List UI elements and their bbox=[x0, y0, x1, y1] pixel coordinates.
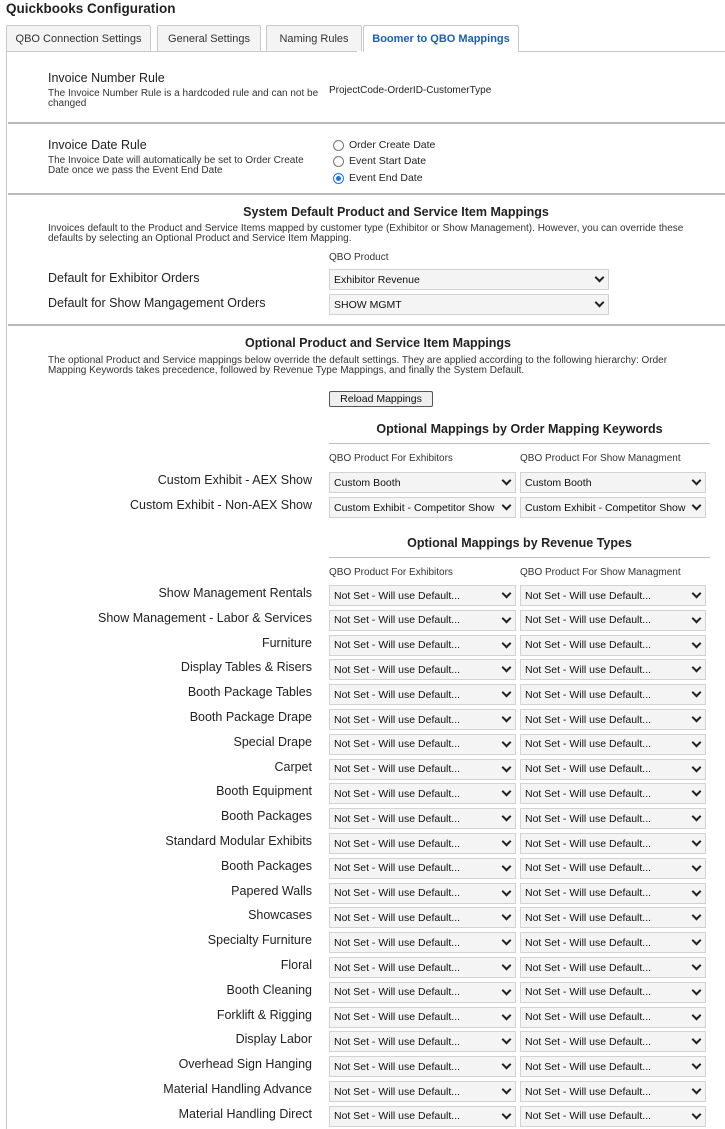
revenue-exhibitor-select[interactable] bbox=[329, 858, 516, 879]
select-value: Not Set - Will use Default... bbox=[334, 1011, 461, 1024]
select-value: Not Set - Will use Default... bbox=[334, 738, 461, 751]
revenue-show-mgmt-select[interactable] bbox=[520, 610, 706, 631]
mapping-row-label: Furniture bbox=[261, 635, 312, 650]
qbo-product-column-header: QBO Product bbox=[329, 252, 389, 263]
mapping-row-label: Booth Packages bbox=[220, 809, 312, 824]
chevron-down-icon bbox=[692, 1060, 702, 1070]
select-value: Not Set - Will use Default... bbox=[525, 589, 652, 602]
optional-mappings-description: The optional Product and Service mappings below override the default settings. They are applied according to the following hierarchy: Order Mapping Keywords takes precedence, followed by Revenue Type Mappings, and finally the System Default. bbox=[48, 355, 668, 376]
chevron-down-icon bbox=[692, 476, 702, 486]
select-value: Not Set - Will use Default... bbox=[525, 1060, 652, 1073]
select-value: Not Set - Will use Default... bbox=[525, 1011, 652, 1024]
select-value: Not Set - Will use Default... bbox=[334, 614, 461, 627]
chevron-down-icon bbox=[502, 1085, 512, 1095]
mapping-row-label: Booth Package Tables bbox=[187, 685, 312, 700]
select-value: Not Set - Will use Default... bbox=[525, 961, 652, 974]
select-value: Not Set - Will use Default... bbox=[334, 663, 461, 676]
revenue-exhibitor-select[interactable] bbox=[329, 659, 516, 680]
select-value: Not Set - Will use Default... bbox=[525, 688, 652, 701]
chevron-down-icon bbox=[692, 936, 702, 946]
mapping-row-label: Papered Walls bbox=[231, 883, 312, 898]
select-value: Custom Booth bbox=[334, 476, 401, 489]
select-value: Not Set - Will use Default... bbox=[334, 986, 461, 999]
revenue-show-mgmt-select[interactable] bbox=[520, 1106, 706, 1127]
select-value: Not Set - Will use Default... bbox=[334, 1085, 461, 1098]
mapping-row-label: Material Handling Advance bbox=[163, 1082, 312, 1096]
default-exhibitor-select[interactable] bbox=[329, 269, 609, 290]
mapping-row-label: Booth Cleaning bbox=[226, 982, 312, 997]
chevron-down-icon bbox=[692, 1085, 702, 1095]
select-value: Exhibitor Revenue bbox=[334, 273, 420, 286]
chevron-down-icon bbox=[502, 713, 512, 723]
chevron-down-icon bbox=[502, 787, 512, 797]
select-value: Not Set - Will use Default... bbox=[334, 763, 461, 776]
radio-label: Event End Date bbox=[349, 172, 423, 184]
revenue-exhibitor-select[interactable] bbox=[329, 610, 516, 631]
select-value: Not Set - Will use Default... bbox=[334, 837, 461, 850]
chevron-down-icon bbox=[692, 688, 702, 698]
revenue-show-mgmt-select[interactable] bbox=[520, 659, 706, 680]
chevron-down-icon bbox=[502, 861, 512, 871]
invoice-number-value: ProjectCode-OrderID-CustomerType bbox=[329, 85, 492, 96]
revenue-col-exhibitors: QBO Product For Exhibitors bbox=[329, 567, 453, 578]
select-value: Not Set - Will use Default... bbox=[525, 787, 652, 800]
select-value: Not Set - Will use Default... bbox=[525, 887, 652, 900]
revenue-exhibitor-select[interactable] bbox=[329, 684, 516, 705]
revenue-show-mgmt-select[interactable] bbox=[520, 907, 706, 928]
keyword-exhibitor-select[interactable] bbox=[329, 497, 516, 518]
section-divider bbox=[8, 193, 725, 195]
chevron-down-icon bbox=[692, 638, 702, 648]
mapping-row-label: Show Management Rentals bbox=[158, 586, 312, 600]
mapping-row-label: Showcases bbox=[248, 908, 312, 923]
revenue-exhibitor-select[interactable] bbox=[329, 1031, 516, 1052]
revenue-show-mgmt-select[interactable] bbox=[520, 1007, 706, 1028]
mapping-row-label: Special Drape bbox=[233, 734, 312, 749]
select-value: Not Set - Will use Default... bbox=[334, 688, 461, 701]
mapping-row-label: Carpet bbox=[274, 759, 312, 774]
revenue-show-mgmt-select[interactable] bbox=[520, 734, 706, 755]
keywords-col-show-mgmt: QBO Product For Show Managment bbox=[520, 453, 681, 464]
select-value: Custom Exhibit - Competitor Show bbox=[525, 501, 686, 514]
page-title: Quickbooks Configuration bbox=[6, 1, 176, 16]
select-value: Not Set - Will use Default... bbox=[525, 713, 652, 726]
select-value: Not Set - Will use Default... bbox=[525, 936, 652, 949]
select-value: SHOW MGMT bbox=[334, 298, 402, 311]
select-value: Not Set - Will use Default... bbox=[525, 837, 652, 850]
select-value: Not Set - Will use Default... bbox=[525, 862, 652, 875]
select-value: Not Set - Will use Default... bbox=[525, 911, 652, 924]
select-value: Custom Booth bbox=[525, 476, 592, 489]
chevron-down-icon bbox=[692, 501, 702, 511]
radio-label: Order Create Date bbox=[349, 139, 436, 151]
revenue-col-show-mgmt: QBO Product For Show Managment bbox=[520, 567, 681, 578]
tab-qbo-connection-settings[interactable]: QBO Connection Settings bbox=[6, 25, 151, 51]
chevron-down-icon bbox=[692, 663, 702, 673]
select-value: Not Set - Will use Default... bbox=[334, 639, 461, 652]
chevron-down-icon bbox=[502, 886, 512, 896]
revenue-exhibitor-select[interactable] bbox=[329, 734, 516, 755]
chevron-down-icon bbox=[502, 936, 512, 946]
mapping-row-label: Booth Equipment bbox=[216, 784, 312, 799]
revenue-exhibitor-select[interactable] bbox=[329, 783, 516, 804]
revenue-exhibitor-select[interactable] bbox=[329, 1007, 516, 1028]
revenue-exhibitor-select[interactable] bbox=[329, 833, 516, 854]
select-value: Custom Exhibit - Competitor Show bbox=[334, 501, 495, 514]
mapping-row-label: Floral bbox=[280, 958, 312, 972]
chevron-down-icon bbox=[692, 961, 702, 971]
revenue-show-mgmt-select[interactable] bbox=[520, 808, 706, 829]
revenue-show-mgmt-select[interactable] bbox=[520, 585, 706, 606]
chevron-down-icon bbox=[692, 1035, 702, 1045]
select-value: Not Set - Will use Default... bbox=[525, 986, 652, 999]
revenue-show-mgmt-select[interactable] bbox=[520, 883, 706, 904]
select-value: Not Set - Will use Default... bbox=[525, 1035, 652, 1048]
revenue-show-mgmt-select[interactable] bbox=[520, 1031, 706, 1052]
tab-boomer-to-qbo-mappings[interactable]: Boomer to QBO Mappings bbox=[363, 25, 519, 52]
select-value: Not Set - Will use Default... bbox=[525, 1085, 652, 1098]
chevron-down-icon bbox=[502, 501, 512, 511]
revenue-exhibitor-select[interactable] bbox=[329, 1106, 516, 1127]
select-value: Not Set - Will use Default... bbox=[334, 787, 461, 800]
revenue-show-mgmt-select[interactable] bbox=[520, 833, 706, 854]
mapping-row-label: Booth Packages bbox=[220, 858, 312, 873]
chevron-down-icon bbox=[502, 985, 512, 995]
select-value: Not Set - Will use Default... bbox=[525, 663, 652, 676]
optional-mappings-title: Optional Product and Service Item Mappings bbox=[244, 336, 511, 350]
tab-naming-rules[interactable]: Naming Rules bbox=[266, 25, 362, 51]
chevron-down-icon bbox=[692, 861, 702, 871]
chevron-down-icon bbox=[502, 911, 512, 921]
chevron-down-icon bbox=[502, 961, 512, 971]
revenue-exhibitor-select[interactable] bbox=[329, 1056, 516, 1077]
mapping-row-label: Material Handling Direct bbox=[178, 1106, 312, 1121]
revenue-exhibitor-select[interactable] bbox=[329, 759, 516, 780]
chevron-down-icon bbox=[692, 589, 702, 599]
chevron-down-icon bbox=[692, 886, 702, 896]
revenue-show-mgmt-select[interactable] bbox=[520, 759, 706, 780]
chevron-down-icon bbox=[595, 298, 605, 308]
radio-button-checked[interactable] bbox=[333, 173, 344, 184]
select-value: Not Set - Will use Default... bbox=[334, 1110, 461, 1123]
section-divider bbox=[8, 324, 725, 326]
chevron-down-icon bbox=[692, 812, 702, 822]
radio-button[interactable] bbox=[333, 156, 344, 167]
chevron-down-icon bbox=[502, 589, 512, 599]
invoice-date-title: Invoice Date Rule bbox=[48, 138, 147, 152]
revenue-show-mgmt-select[interactable] bbox=[520, 709, 706, 730]
tab-divider bbox=[6, 51, 357, 52]
chevron-down-icon bbox=[502, 663, 512, 673]
select-value: Not Set - Will use Default... bbox=[334, 862, 461, 875]
chevron-down-icon bbox=[595, 273, 605, 283]
mapping-row-label: Display Labor bbox=[235, 1032, 312, 1047]
revenue-exhibitor-select[interactable] bbox=[329, 635, 516, 656]
keywords-mappings-title: Optional Mappings by Order Mapping Keywords bbox=[376, 422, 663, 436]
mapping-row-label: Booth Package Drape bbox=[189, 710, 312, 724]
chevron-down-icon bbox=[502, 762, 512, 772]
chevron-down-icon bbox=[502, 613, 512, 623]
chevron-down-icon bbox=[692, 613, 702, 623]
revenue-exhibitor-select[interactable] bbox=[329, 585, 516, 606]
revenue-show-mgmt-select[interactable] bbox=[520, 858, 706, 879]
revenue-exhibitor-select[interactable] bbox=[329, 907, 516, 928]
chevron-down-icon bbox=[502, 688, 512, 698]
mapping-row-label: Standard Modular Exhibits bbox=[165, 834, 312, 848]
chevron-down-icon bbox=[502, 476, 512, 486]
chevron-down-icon bbox=[692, 762, 702, 772]
select-value: Not Set - Will use Default... bbox=[525, 812, 652, 825]
default-show-mgmt-label: Default for Show Mangagement Orders bbox=[48, 296, 266, 310]
select-value: Not Set - Will use Default... bbox=[334, 812, 461, 825]
mapping-row-label: Overhead Sign Hanging bbox=[178, 1057, 312, 1072]
mapping-row-label: Display Tables & Risers bbox=[180, 660, 312, 675]
revenue-show-mgmt-select[interactable] bbox=[520, 1056, 706, 1077]
chevron-down-icon bbox=[502, 638, 512, 648]
revenue-exhibitor-select[interactable] bbox=[329, 932, 516, 953]
revenue-show-mgmt-select[interactable] bbox=[520, 932, 706, 953]
radio-event-end-date[interactable] bbox=[333, 172, 423, 184]
revenue-show-mgmt-select[interactable] bbox=[520, 783, 706, 804]
select-value: Not Set - Will use Default... bbox=[334, 589, 461, 602]
chevron-down-icon bbox=[502, 737, 512, 747]
mapping-row-label: Specialty Furniture bbox=[207, 933, 312, 948]
mapping-row-label: Show Management - Labor & Services bbox=[98, 610, 312, 625]
keywords-col-exhibitors: QBO Product For Exhibitors bbox=[329, 453, 453, 464]
chevron-down-icon bbox=[692, 787, 702, 797]
mapping-row-label: Custom Exhibit - Non-AEX Show bbox=[129, 498, 312, 512]
select-value: Not Set - Will use Default... bbox=[525, 1110, 652, 1123]
select-value: Not Set - Will use Default... bbox=[525, 763, 652, 776]
radio-button[interactable] bbox=[333, 140, 344, 151]
chevron-down-icon bbox=[502, 1010, 512, 1020]
reload-mappings-button[interactable]: Reload Mappings bbox=[329, 391, 433, 407]
select-value: Not Set - Will use Default... bbox=[334, 936, 461, 949]
invoice-number-title: Invoice Number Rule bbox=[48, 71, 165, 85]
revenue-show-mgmt-select[interactable] bbox=[520, 982, 706, 1003]
chevron-down-icon bbox=[692, 837, 702, 847]
chevron-down-icon bbox=[502, 1109, 512, 1119]
tab-divider bbox=[519, 51, 725, 52]
select-value: Not Set - Will use Default... bbox=[525, 738, 652, 751]
default-show-mgmt-select[interactable] bbox=[329, 294, 609, 315]
revenue-exhibitor-select[interactable] bbox=[329, 1081, 516, 1102]
tab-general-settings[interactable]: General Settings bbox=[157, 25, 261, 51]
keyword-exhibitor-select[interactable] bbox=[329, 472, 516, 493]
chevron-down-icon bbox=[502, 1060, 512, 1070]
subsection-divider bbox=[329, 443, 710, 444]
select-value: Not Set - Will use Default... bbox=[334, 911, 461, 924]
revenue-show-mgmt-select[interactable] bbox=[520, 635, 706, 656]
revenue-exhibitor-select[interactable] bbox=[329, 982, 516, 1003]
invoice-number-description: The Invoice Number Rule is a hardcoded rule and can not be changed bbox=[48, 88, 319, 109]
section-divider bbox=[8, 122, 725, 124]
invoice-date-description: The Invoice Date will automatically be set to Order Create Date once we pass the Event End Date bbox=[48, 155, 304, 176]
select-value: Not Set - Will use Default... bbox=[334, 887, 461, 900]
select-value: Not Set - Will use Default... bbox=[334, 713, 461, 726]
chevron-down-icon bbox=[692, 737, 702, 747]
revenue-exhibitor-select[interactable] bbox=[329, 808, 516, 829]
chevron-down-icon bbox=[502, 812, 512, 822]
revenue-exhibitor-select[interactable] bbox=[329, 883, 516, 904]
radio-event-start-date[interactable] bbox=[333, 155, 426, 167]
revenue-exhibitor-select[interactable] bbox=[329, 957, 516, 978]
keyword-show-mgmt-select[interactable] bbox=[520, 497, 706, 518]
revenue-show-mgmt-select[interactable] bbox=[520, 957, 706, 978]
chevron-down-icon bbox=[692, 1010, 702, 1020]
revenue-exhibitor-select[interactable] bbox=[329, 709, 516, 730]
revenue-types-title: Optional Mappings by Revenue Types bbox=[407, 536, 632, 550]
select-value: Not Set - Will use Default... bbox=[525, 639, 652, 652]
system-default-title: System Default Product and Service Item Mappings bbox=[243, 205, 549, 219]
chevron-down-icon bbox=[692, 985, 702, 995]
select-value: Not Set - Will use Default... bbox=[334, 961, 461, 974]
mapping-row-label: Custom Exhibit - AEX Show bbox=[157, 473, 312, 487]
revenue-show-mgmt-select[interactable] bbox=[520, 684, 706, 705]
chevron-down-icon bbox=[502, 837, 512, 847]
chevron-down-icon bbox=[692, 713, 702, 723]
select-value: Not Set - Will use Default... bbox=[334, 1035, 461, 1048]
select-value: Not Set - Will use Default... bbox=[525, 614, 652, 627]
revenue-show-mgmt-select[interactable] bbox=[520, 1081, 706, 1102]
system-default-description: Invoices default to the Product and Service Items mapped by customer type (Exhibitor or Show Management). However, you can override these defaults by selecting an Optional Product and Service Item Mapping. bbox=[48, 223, 684, 244]
select-value: Not Set - Will use Default... bbox=[334, 1060, 461, 1073]
chevron-down-icon bbox=[692, 911, 702, 921]
panel-border bbox=[6, 51, 7, 1129]
radio-label: Event Start Date bbox=[349, 155, 427, 167]
chevron-down-icon bbox=[692, 1109, 702, 1119]
subsection-divider bbox=[329, 557, 710, 558]
mapping-row-label: Forklift & Rigging bbox=[216, 1007, 312, 1022]
keyword-show-mgmt-select[interactable] bbox=[520, 472, 706, 493]
radio-order-create-date[interactable] bbox=[333, 139, 435, 151]
default-exhibitor-label: Default for Exhibitor Orders bbox=[48, 271, 200, 285]
chevron-down-icon bbox=[502, 1035, 512, 1045]
